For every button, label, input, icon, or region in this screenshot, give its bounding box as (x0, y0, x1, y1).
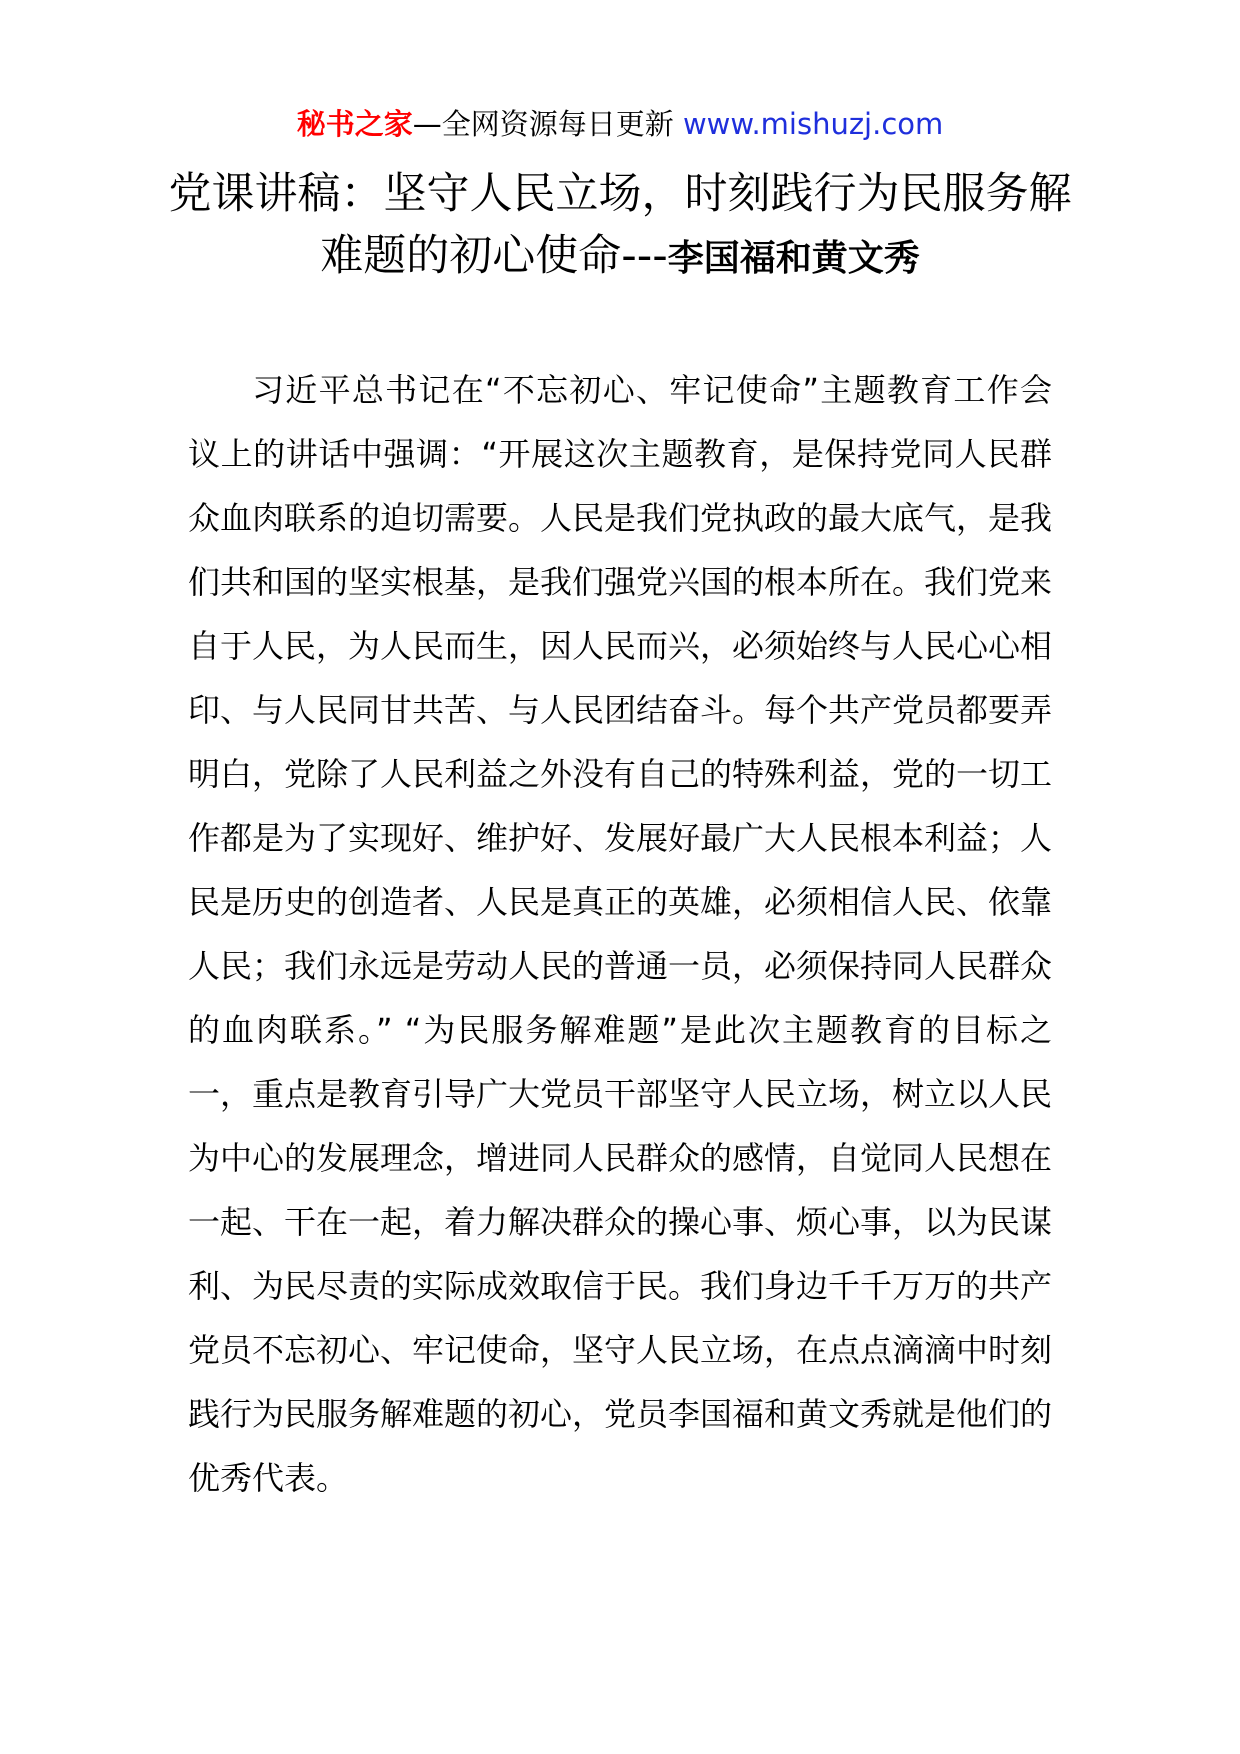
brand-name: 秘书之家 (296, 107, 413, 141)
body-paragraph: 习近平总书记在“不忘初心、牢记使命”主题教育工作会议上的讲话中强调：“开展这次主题教育，是保持党同人民群众血肉联系的迫切需要。人民是我们党执政的最大底气，是我们共和国的坚实根基，是我们强党兴国的根本所在。我们党来自于人民，为人民而生，因人民而兴，必须始终与人民心心相印、与人民同甘共苦、与人民团结奋斗。每个共产党员都要弄明白，党除了人民利益之外没有自己的特殊利益，党的一切工作都是为了实现好、维护好、发展好最广大人民根本利益；人民是历史的创造者、人民是真正的英雄，必须相信人民、依靠人民；我们永远是劳动人民的普通一员，必须保持同人民群众的血肉联系。” “为民服务解难题”是此次主题教育的目标之一，重点是教育引导广大党员干部坚守人民立场，树立以人民为中心的发展理念，增进同人民群众的感情，自觉同人民想在一起、干在一起，着力解决群众的操心事、烦心事，以为民谋利、为民尽责的实际成效取信于民。我们身边千千万万的共产党员不忘初心、牢记使命，坚守人民立场，在点点滴滴中时刻践行为民服务解难题的初心，党员李国福和黄文秀就是他们的优秀代表。 (188, 371, 1053, 1497)
page-title (150, 163, 1090, 290)
title-text: 党课讲稿：坚守人民立场，时刻践行为民服务解难题的初心使命--- (168, 169, 1072, 281)
site-header (0, 104, 1240, 144)
site-url-link[interactable]: www.mishuzj.com (682, 107, 944, 141)
title-authors: 李国福和黄文秀 (667, 238, 920, 279)
header-tagline: —全网资源每日更新 (412, 107, 683, 141)
